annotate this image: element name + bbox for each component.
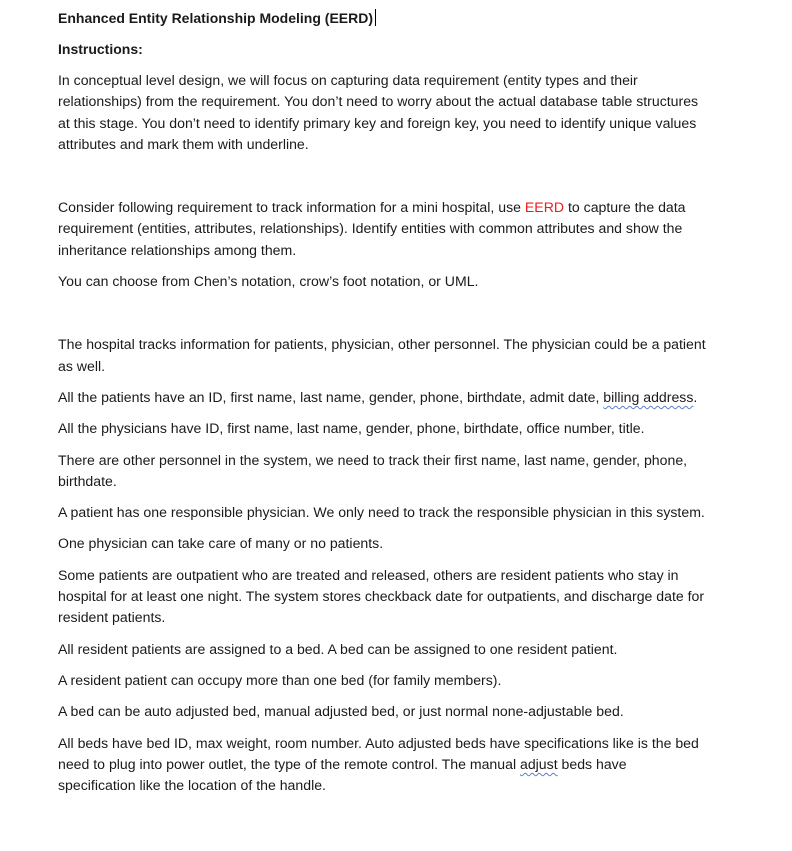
consider-paragraph: [58, 197, 708, 261]
consider-text-before: Consider following requirement to track information for a mini hospital, use: [58, 199, 525, 216]
requirement-paragraph-2: [58, 387, 708, 408]
eerd-highlight: EERD: [524, 199, 565, 216]
requirement-paragraph-10: A bed can be auto adjusted bed, manual adjusted bed, or just normal none-adjustable bed.: [58, 703, 624, 720]
instructions-heading: Instructions:: [58, 41, 143, 57]
grammar-flagged-adjust[interactable]: adjust: [520, 755, 558, 772]
grammar-flagged-billing-address[interactable]: billing address: [603, 388, 694, 405]
document-title: [58, 8, 708, 29]
blank-line: [58, 302, 708, 334]
requirement-paragraph-6: One physician can take care of many or no patients.: [58, 535, 384, 552]
requirement-paragraph-1: The hospital tracks information for patients, physician, other personnel. The physician could be a patient as well.: [58, 336, 706, 374]
requirement-paragraph-8: All resident patients are assigned to a bed. A bed can be assigned to one resident patient.: [58, 640, 618, 657]
requirement-paragraph-7: Some patients are outpatient who are treated and released, others are resident patients who stay in hospital for at least one night. The system stores checkback date for outpatients, and discharge date for resident patients.: [58, 566, 705, 626]
requirement-paragraph-9: A resident patient can occupy more than one bed (for family members).: [58, 671, 502, 688]
notation-paragraph: You can choose from Chen’s notation, crow’s foot notation, or UML.: [58, 273, 479, 290]
requirement-paragraph-3: All the physicians have ID, first name, last name, gender, phone, birthdate, office number, title.: [58, 420, 645, 437]
document-page[interactable]: [58, 8, 708, 806]
requirement-2-text-after: .: [693, 388, 698, 405]
text-cursor: [375, 9, 376, 26]
requirement-paragraph-11: [58, 733, 708, 797]
requirement-paragraph-5: A patient has one responsible physician. We only need to track the responsible physician in this system.: [58, 504, 705, 521]
consider-text-after: to capture the data requirement (entities, attributes, relationships). Identify entities with common attributes and show the inheritance relationships among them.: [58, 199, 686, 258]
requirement-paragraph-4: There are other personnel in the system, we need to track their first name, last name, gender, phone, birthdate.: [58, 451, 688, 489]
intro-paragraph: In conceptual level design, we will focus on capturing data requirement (entity types and their relationships) from the requirement. You don’t need to worry about the actual database table structures at this stage. You don’t need to identify primary key and foreign key, you need to identify unique values attributes and mark them with underline.: [58, 72, 699, 152]
requirement-2-text-before: All the patients have an ID, first name, last name, gender, phone, birthdate, admit date,: [58, 388, 604, 405]
requirement-11-text-after: beds have specification like the location of the handle.: [58, 755, 627, 794]
document-title-text: Enhanced Entity Relationship Modeling (EERD): [58, 10, 374, 26]
requirement-11-text-before: All beds have bed ID, max weight, room number. Auto adjusted beds have specifications like is the bed need to plug into power outlet, the type of the remote control. The manual: [58, 734, 699, 772]
blank-line: [58, 165, 708, 197]
